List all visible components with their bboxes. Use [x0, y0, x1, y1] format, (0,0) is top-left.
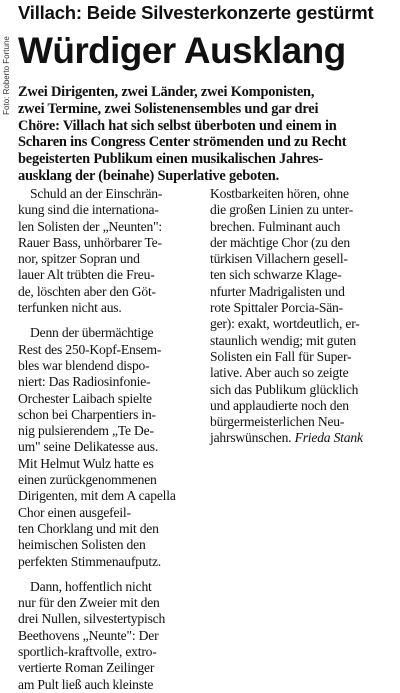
body-line: der mächtige Chor (zu den: [210, 234, 350, 250]
body-line: ten Chorklang und mit den: [18, 520, 159, 536]
body-line: sportlich-kraftvolle, extro-: [18, 644, 157, 660]
body-line: [210, 430, 396, 446]
body-line: Mit Helmut Wulz hatte es: [18, 455, 154, 471]
author-byline: Frieda Stank: [294, 430, 363, 446]
body-line: nor, spitzer Sopran und: [18, 251, 140, 267]
body-line: bürgermeisterlichen Neu-: [210, 414, 345, 430]
body-line: bles war blendend dispo-: [18, 357, 150, 373]
body-line: lauer Alt trübten die Freu-: [18, 267, 155, 283]
body-line: Orchester Laibach spielte: [18, 390, 152, 406]
body-line: schon bei Charpentiers in-: [18, 406, 156, 422]
body-line: Schuld an der Einschrän-: [30, 186, 163, 201]
body-line: sich das Publikum glücklich: [210, 381, 359, 397]
body-line: brechen. Fulminant auch: [210, 218, 341, 234]
main-headline: Würdiger Ausklang: [18, 30, 346, 71]
body-line: heimischen Solisten den: [18, 537, 146, 553]
body-line: türkisen Villachern gesell-: [210, 251, 348, 267]
body-line: Denn der übermächtige: [30, 325, 154, 341]
body-line: nur für den Zweier mit den: [18, 595, 160, 611]
body-line: Dirigenten, mit dem A capella: [18, 488, 176, 504]
body-line: am Pult ließ auch kleinste: [18, 676, 154, 692]
body-line: niert: Das Radiosinfonie-: [18, 374, 151, 390]
body-line: Solisten ein Fall für Super-: [210, 348, 352, 364]
photo-credit-text: Foto: Roberto Fortune: [1, 35, 11, 115]
body-line: rote Spittaler Porcia-Sän-: [210, 300, 343, 316]
body-line: staunlich wendig; mit guten: [210, 332, 356, 348]
body-line: drei Nullen, silvestertypisch: [18, 611, 166, 627]
body-line: nfurter Madrigalisten und: [210, 283, 345, 299]
body-line: ten sich schwarze Klage-: [210, 267, 342, 283]
lead-line: Zwei Dirigenten, zwei Länder, zwei Komponisten,: [18, 84, 315, 100]
lead-paragraph: [18, 84, 396, 185]
body-line: Chor einen ausgefeil-: [18, 504, 131, 520]
body-line: nig pulsierendem „Te De-: [18, 423, 154, 439]
body-line: einen zurückgenommenen: [18, 472, 157, 488]
body-line: Rauer Bass, unhörbarer Te-: [18, 234, 162, 250]
body-line: de, löschten aber den Göt-: [18, 283, 156, 299]
lead-line: begeisterten Publikum einen musikalischen Jahres-: [18, 151, 323, 168]
body-line: um" seine Delikatesse aus.: [18, 439, 159, 455]
body-line: lative. Aber auch so zeigte: [210, 365, 349, 381]
lead-line: ausklang der (beinahe) Superlative geboten.: [18, 167, 279, 184]
body-line: perfekten Stimmenaufputz.: [18, 553, 161, 569]
body-line: ger): exakt, wortdeutlich, er-: [210, 316, 360, 332]
body-line: die großen Linien zu unter-: [210, 202, 354, 218]
body-line: Kostbarkeiten hören, ohne: [210, 186, 349, 201]
body-line-end: jahrswünschen.: [210, 430, 292, 446]
lead-line: Chöre: Villach hat sich selbst überboten und einem in: [18, 117, 337, 134]
article-column-right: [210, 186, 396, 447]
body-line: terfunken nicht aus.: [18, 300, 122, 316]
body-line: Rest des 250-Kopf-Ensem-: [18, 341, 162, 357]
photo-credit: [0, 0, 12, 150]
article-column-left: [18, 186, 202, 693]
body-line: vertierte Roman Zeilinger: [18, 660, 155, 676]
body-line: len Solisten der „Neunten":: [18, 218, 162, 234]
body-line: und applaudierte noch den: [210, 397, 349, 413]
lead-line: zwei Termine, zwei Solistenensembles und gar drei: [18, 100, 319, 117]
lead-line: Scharen ins Congress Center strömenden und zu Recht: [18, 134, 347, 151]
body-line: Beethovens „Neunte": Der: [18, 627, 159, 643]
kicker-headline: Villach: Beide Silvesterkonzerte gestürmt: [18, 2, 374, 23]
body-line: Dann, hoffentlich nicht: [30, 578, 152, 594]
body-line: kung sind die internationa-: [18, 202, 159, 218]
